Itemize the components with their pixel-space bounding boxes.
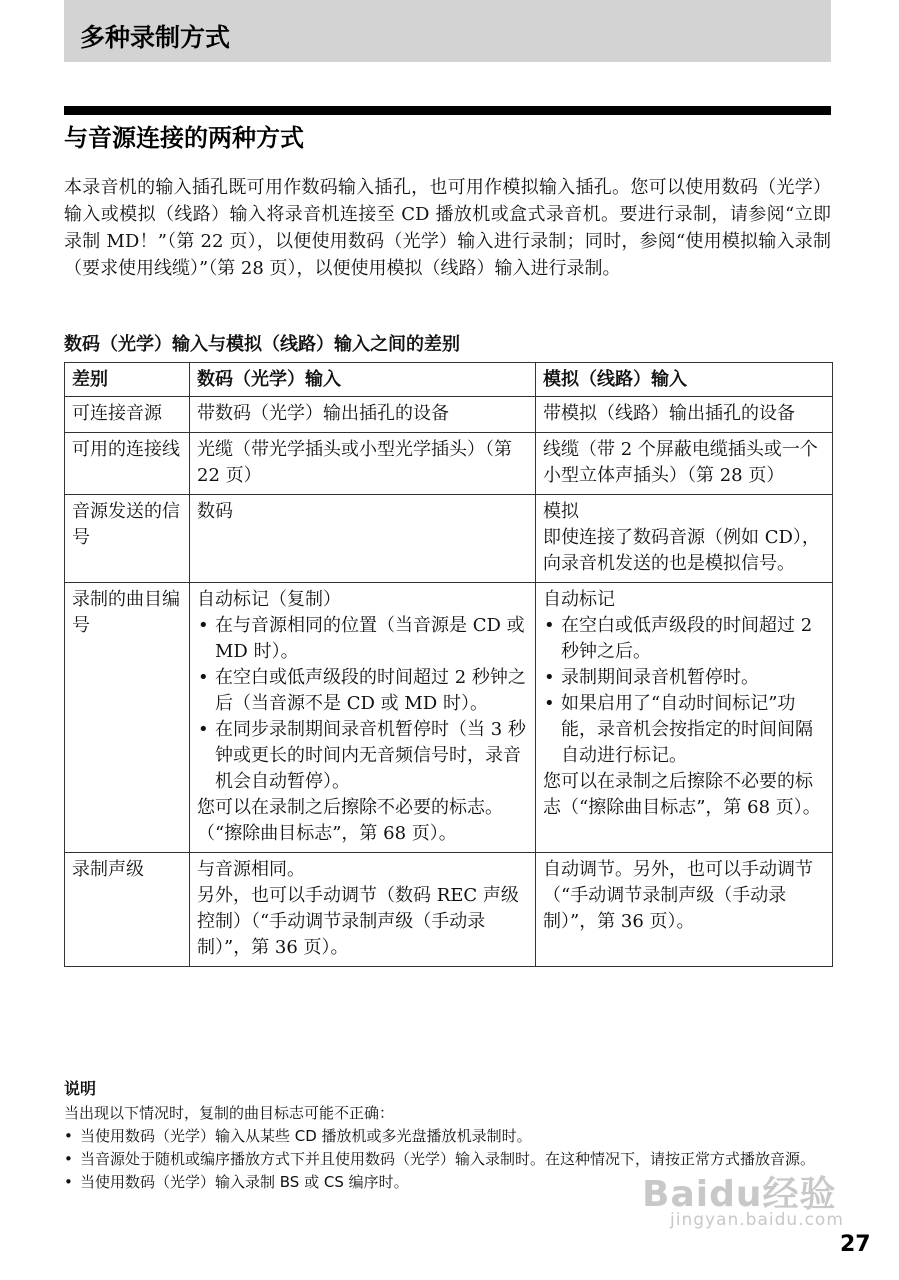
row-label: 录制的曲目编号 — [65, 583, 190, 853]
note-heading: 说明 — [64, 1079, 97, 1098]
digital-cell-body: 另外，也可以手动调节（数码 REC 声级控制）（“手动调节录制声级（手动录制）”，第 36 页）。 — [197, 885, 519, 958]
section-title: 与音源连接的两种方式 — [64, 124, 304, 152]
row-label: 可连接音源 — [65, 397, 190, 433]
list-item: • 在空白或低声级段的时间超过 2 秒钟之后。 — [543, 613, 827, 665]
analog-cell-head: 自动标记 — [543, 589, 615, 610]
table-row — [65, 583, 833, 853]
digital-cell — [190, 583, 536, 853]
table-title: 数码（光学）输入与模拟（线路）输入之间的差别 — [64, 334, 460, 355]
analog-cell-body: 即使连接了数码音源（例如 CD），向录音机发送的也是模拟信号。 — [543, 527, 820, 574]
row-label: 音源发送的信号 — [65, 495, 190, 583]
table-row — [65, 853, 833, 967]
watermark-url: jingyan.baidu.com — [670, 1210, 844, 1230]
analog-bullet-list — [543, 613, 827, 769]
list-item: • 如果启用了“自动时间标记”功能，录音机会按指定的时间间隔自动进行标记。 — [543, 691, 827, 769]
analog-cell: 带模拟（线路）输出插孔的设备 — [536, 397, 833, 433]
row-label: 可用的连接线 — [65, 433, 190, 495]
header-cell-analog: 模拟（线路）输入 — [536, 363, 833, 397]
row-label: 录制声级 — [65, 853, 190, 967]
intro-paragraph: 本录音机的输入插孔既可用作数码输入插孔，也可用作模拟输入插孔。您可以使用数码（光学）输入或模拟（线路）输入将录音机连接至 CD 播放机或盒式录音机。要进行录制，请参阅“立即录制 MD！”（第 22 页），以便使用数码（光学）输入进行录制；同时，参阅“使用模拟输入录制（要求使用线缆）”（第 28 页），以便使用模拟（线路）输入进行录制。 — [64, 177, 831, 279]
digital-cell-head: 自动标记（复制） — [197, 589, 341, 610]
header-cell-difference: 差别 — [65, 363, 190, 397]
list-item: • 在同步录制期间录音机暂停时（当 3 秒钟或更长的时间内无音频信号时，录音机会自动暂停）。 — [197, 717, 530, 795]
chapter-header-bar — [64, 0, 831, 62]
analog-cell-tail: 您可以在录制之后擦除不必要的标志（“擦除曲目标志”，第 68 页）。 — [543, 771, 821, 818]
chapter-title: 多种录制方式 — [80, 23, 231, 52]
digital-cell: 光缆（带光学插头或小型光学插头）（第 22 页） — [190, 433, 536, 495]
list-item: • 录制期间录音机暂停时。 — [543, 665, 827, 691]
list-item: • 当使用数码（光学）输入从某些 CD 播放机或多光盘播放机录制时。 — [64, 1125, 831, 1148]
digital-cell-tail: 您可以在录制之后擦除不必要的标志。（“擦除曲目标志”，第 68 页）。 — [197, 797, 503, 844]
list-item: • 在与音源相同的位置（当音源是 CD 或 MD 时）。 — [197, 613, 530, 665]
analog-cell-head: 模拟 — [543, 501, 579, 522]
watermark-logo-text: Baidu经验 — [642, 1174, 837, 1215]
list-item: • 在空白或低声级段的时间超过 2 秒钟之后（当音源不是 CD 或 MD 时）。 — [197, 665, 530, 717]
page-number: 27 — [840, 1232, 871, 1257]
analog-cell: 自动调节。另外，也可以手动调节（“手动调节录制声级（手动录制）”，第 36 页）。 — [536, 853, 833, 967]
note-body — [64, 1102, 831, 1194]
digital-cell — [190, 853, 536, 967]
analog-cell — [536, 495, 833, 583]
comparison-table — [64, 362, 833, 967]
digital-cell: 带数码（光学）输出插孔的设备 — [190, 397, 536, 433]
table-header-row — [65, 363, 833, 397]
digital-cell-head: 与音源相同。 — [197, 859, 305, 880]
section-rule — [64, 106, 831, 115]
note-lead: 当出现以下情况时，复制的曲目标志可能不正确： — [64, 1104, 395, 1122]
list-item: • 当音源处于随机或编序播放方式下并且使用数码（光学）输入录制时。在这种情况下，请按正常方式播放音源。 — [64, 1148, 831, 1171]
table-row — [65, 433, 833, 495]
header-cell-digital: 数码（光学）输入 — [190, 363, 536, 397]
table-row — [65, 397, 833, 433]
analog-cell — [536, 583, 833, 853]
table-row — [65, 495, 833, 583]
digital-cell: 数码 — [190, 495, 536, 583]
list-item: • 当使用数码（光学）输入录制 BS 或 CS 编序时。 — [64, 1171, 831, 1194]
note-list — [64, 1125, 831, 1194]
digital-bullet-list — [197, 613, 530, 795]
analog-cell: 线缆（带 2 个屏蔽电缆插头或一个小型立体声插头）（第 28 页） — [536, 433, 833, 495]
